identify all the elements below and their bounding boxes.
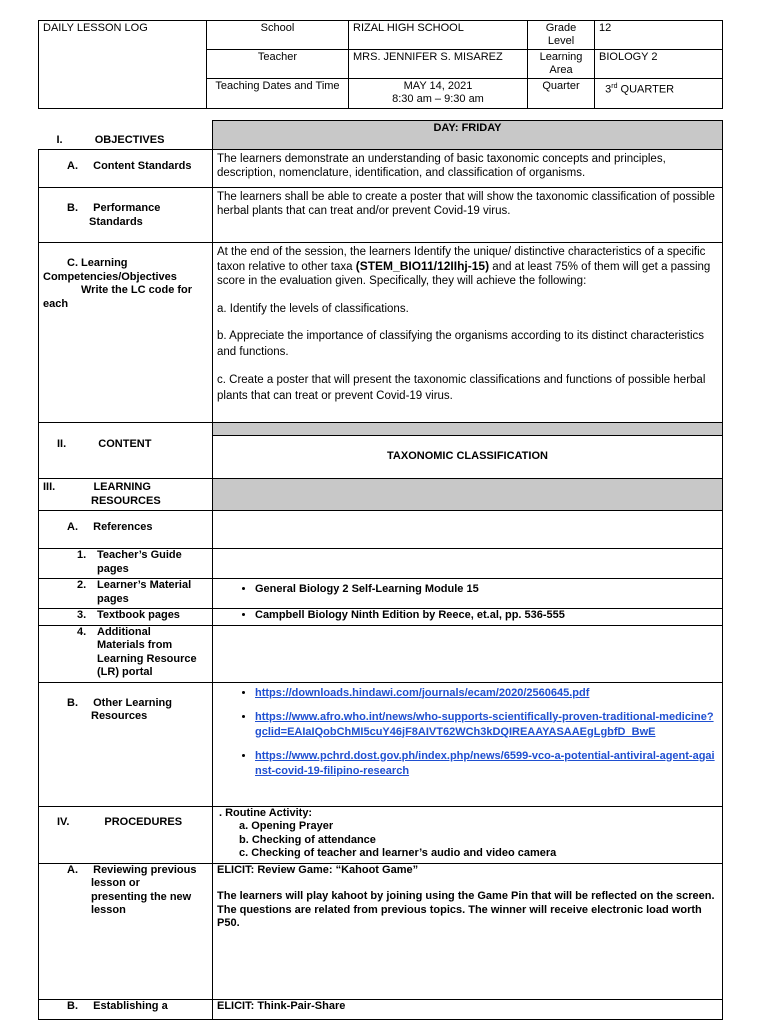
routine-c: c. Checking of teacher and learner’s audio and video camera (239, 847, 557, 859)
quarter-word: QUARTER (620, 83, 675, 96)
es-letter: B. (67, 999, 78, 1012)
date-time-cell (349, 79, 528, 109)
rv-letter: A. (67, 863, 78, 876)
rv-label4: lesson (91, 904, 126, 916)
other-resources-label (39, 682, 213, 806)
lm-num: 2. (77, 579, 87, 591)
lc-intro-before: At the end of the session, the learners Identify the unique/ distinctive characteristics of a specific taxon relative to other taxa (217, 246, 706, 273)
learners-material-label (39, 579, 213, 609)
lc-label4: each (43, 297, 69, 310)
school-label: School (207, 21, 349, 50)
or-label1: Other Learning (93, 696, 172, 709)
content-gray-band (213, 423, 722, 436)
dates-label: Teaching Dates and Time (207, 79, 349, 109)
link-who-afro[interactable]: https://www.afro.who.int/news/who-supports-scientifically-proven-traditional-medicine?gclid=EAIaIQobChMI5cuY46jF8AIVT62WCh3kDQIREAAYASAAEgLgbfD_BwE (255, 710, 714, 738)
tb-num: 3. (77, 609, 87, 621)
quarter-num: 3 (605, 83, 612, 96)
lesson-table (38, 120, 723, 1020)
ref-letter: A. (67, 521, 78, 533)
review-title: ELICIT: Review Game: “Kahoot Game” (217, 863, 419, 876)
resources-label1: LEARNING (93, 481, 151, 493)
teachers-guide-label (39, 549, 213, 579)
reviewing-label (39, 863, 213, 999)
quarter-value (595, 79, 723, 109)
routine-title: . Routine Activity: (219, 806, 313, 819)
tg-label2: pages (97, 562, 129, 575)
lc-intro-after: and at least 75% of them will get a passing score in the evaluation given. Specifically, they will achieve the following: (217, 261, 711, 287)
resources-gray-cell (213, 479, 723, 511)
objectives-num: I. (56, 133, 63, 146)
area-value: BIOLOGY 2 (595, 50, 723, 79)
routine-b: b. Checking of attendance (239, 833, 376, 846)
objectives-label: OBJECTIVES (94, 133, 165, 146)
header-table (38, 20, 723, 109)
content-heading (39, 423, 213, 479)
resources-heading (39, 479, 213, 511)
am-label4: (LR) portal (97, 666, 153, 678)
routine-cell (213, 806, 723, 863)
content-label: CONTENT (98, 438, 152, 450)
log-title: DAILY LESSON LOG (39, 21, 207, 109)
teacher-label: Teacher (207, 50, 349, 79)
quarter-sup: rd (611, 83, 618, 90)
references-label (39, 511, 213, 549)
link-pchrd[interactable]: https://www.pchrd.dost.gov.ph/index.php/news/6599-vco-a-potential-antiviral-agent-against-covid-19-filipino-research (255, 749, 715, 777)
lm-label2: pages (97, 592, 129, 605)
tb-label: Textbook pages (97, 609, 180, 621)
reviewing-cell (213, 863, 723, 999)
content-num: II. (57, 438, 67, 450)
establishing-label (39, 999, 213, 1019)
content-value: TAXONOMIC CLASSIFICATION (387, 450, 548, 462)
tg-num: 1. (77, 549, 87, 561)
tb-value: • Campbell Biology Ninth Edition by Reece, et.al, pp. 536-555 (255, 609, 718, 623)
teachers-guide-cell (213, 549, 723, 579)
lc-item-a: a. Identify the levels of classifications. (217, 303, 409, 315)
content-standards-label (39, 150, 213, 188)
performance-standards-text: The learners shall be able to create a poster that will show the taxonomic classification of possible herbal plants that can treat and/or prevent Covid-19 virus. (213, 188, 723, 243)
lc-label2: Competencies/Objectives (43, 270, 177, 283)
date-value: MAY 14, 2021 (403, 80, 473, 92)
lc-item-b: b. Appreciate the importance of classifying the organisms according to its distinct characteristics and functions. (217, 330, 705, 358)
learners-material-cell (213, 579, 723, 609)
resources-num: III. (43, 481, 56, 493)
procedures-heading (39, 806, 213, 863)
or-letter: B. (67, 696, 78, 709)
resources-label2: RESOURCES (91, 494, 161, 507)
references-cell (213, 511, 723, 549)
lc-intro (217, 245, 718, 288)
time-value: 8:30 am – 9:30 am (392, 93, 484, 105)
textbook-label (39, 609, 213, 626)
am-num: 4. (77, 625, 87, 638)
link-hindawi[interactable]: https://downloads.hindawi.com/journals/ecam/2020/2560645.pdf (255, 686, 590, 699)
ps-label2: Standards (89, 215, 143, 228)
lc-label1: C. Learning (67, 257, 128, 269)
am-label3: Learning Resource (97, 652, 197, 665)
routine-a: a. Opening Prayer (239, 820, 334, 832)
quarter-label: Quarter (528, 79, 595, 109)
lc-item-c: c. Create a poster that will present the taxonomic classifications and functions of possible herbal plants that can treat or prevent Covid-19 virus. (217, 374, 706, 402)
additional-cell (213, 625, 723, 682)
lc-label3: Write the LC code for (81, 284, 193, 296)
objectives-heading (39, 121, 213, 150)
school-value: RIZAL HIGH SCHOOL (349, 21, 528, 50)
cs-label: Content Standards (93, 160, 192, 172)
procedures-num: IV. (57, 815, 70, 828)
rv-label2: lesson or (91, 877, 140, 889)
competencies-label (39, 243, 213, 423)
competencies-text (213, 243, 723, 423)
cs-letter: A. (67, 160, 78, 172)
performance-standards-label (39, 188, 213, 243)
textbook-cell (213, 609, 723, 626)
content-standards-text: The learners demonstrate an understanding of basic taxonomic concepts and principles, description, nomenclature, identification, and classification of organisms. (213, 150, 723, 188)
grade-value: 12 (595, 21, 723, 50)
grade-label: Grade Level (528, 21, 595, 50)
es-label: Establishing a (93, 999, 168, 1012)
tg-label1: Teacher’s Guide (97, 549, 182, 561)
area-label: Learning Area (528, 50, 595, 79)
teacher-value: MRS. JENNIFER S. MISAREZ (349, 50, 528, 79)
am-label2: Materials from (97, 639, 173, 651)
lm-label1: Learner’s Material (97, 579, 192, 591)
establishing-cell: ELICIT: Think-Pair-Share (213, 999, 723, 1019)
lc-code: (STEM_BIO11/12IIhj-15) (355, 259, 490, 273)
day-cell: DAY: FRIDAY (213, 121, 723, 150)
ps-label1: Performance (93, 202, 161, 214)
rv-label3: presenting the new (91, 890, 192, 903)
additional-label (39, 625, 213, 682)
or-label2: Resources (91, 710, 148, 722)
procedures-label: PROCEDURES (104, 815, 183, 828)
ps-letter: B. (67, 202, 78, 214)
review-text: The learners will play kahoot by joining using the Game Pin that will be reflected on the screen. The questions are related from previous topics. The winner will receive electronic load worth P50. (217, 890, 715, 929)
am-label1: Additional (97, 625, 151, 638)
rv-label1: Reviewing previous (93, 863, 197, 876)
content-cell (213, 423, 723, 479)
lm-value: • General Biology 2 Self-Learning Module 15 (255, 583, 718, 597)
other-resources-cell (213, 682, 723, 806)
ref-label: References (93, 521, 153, 533)
